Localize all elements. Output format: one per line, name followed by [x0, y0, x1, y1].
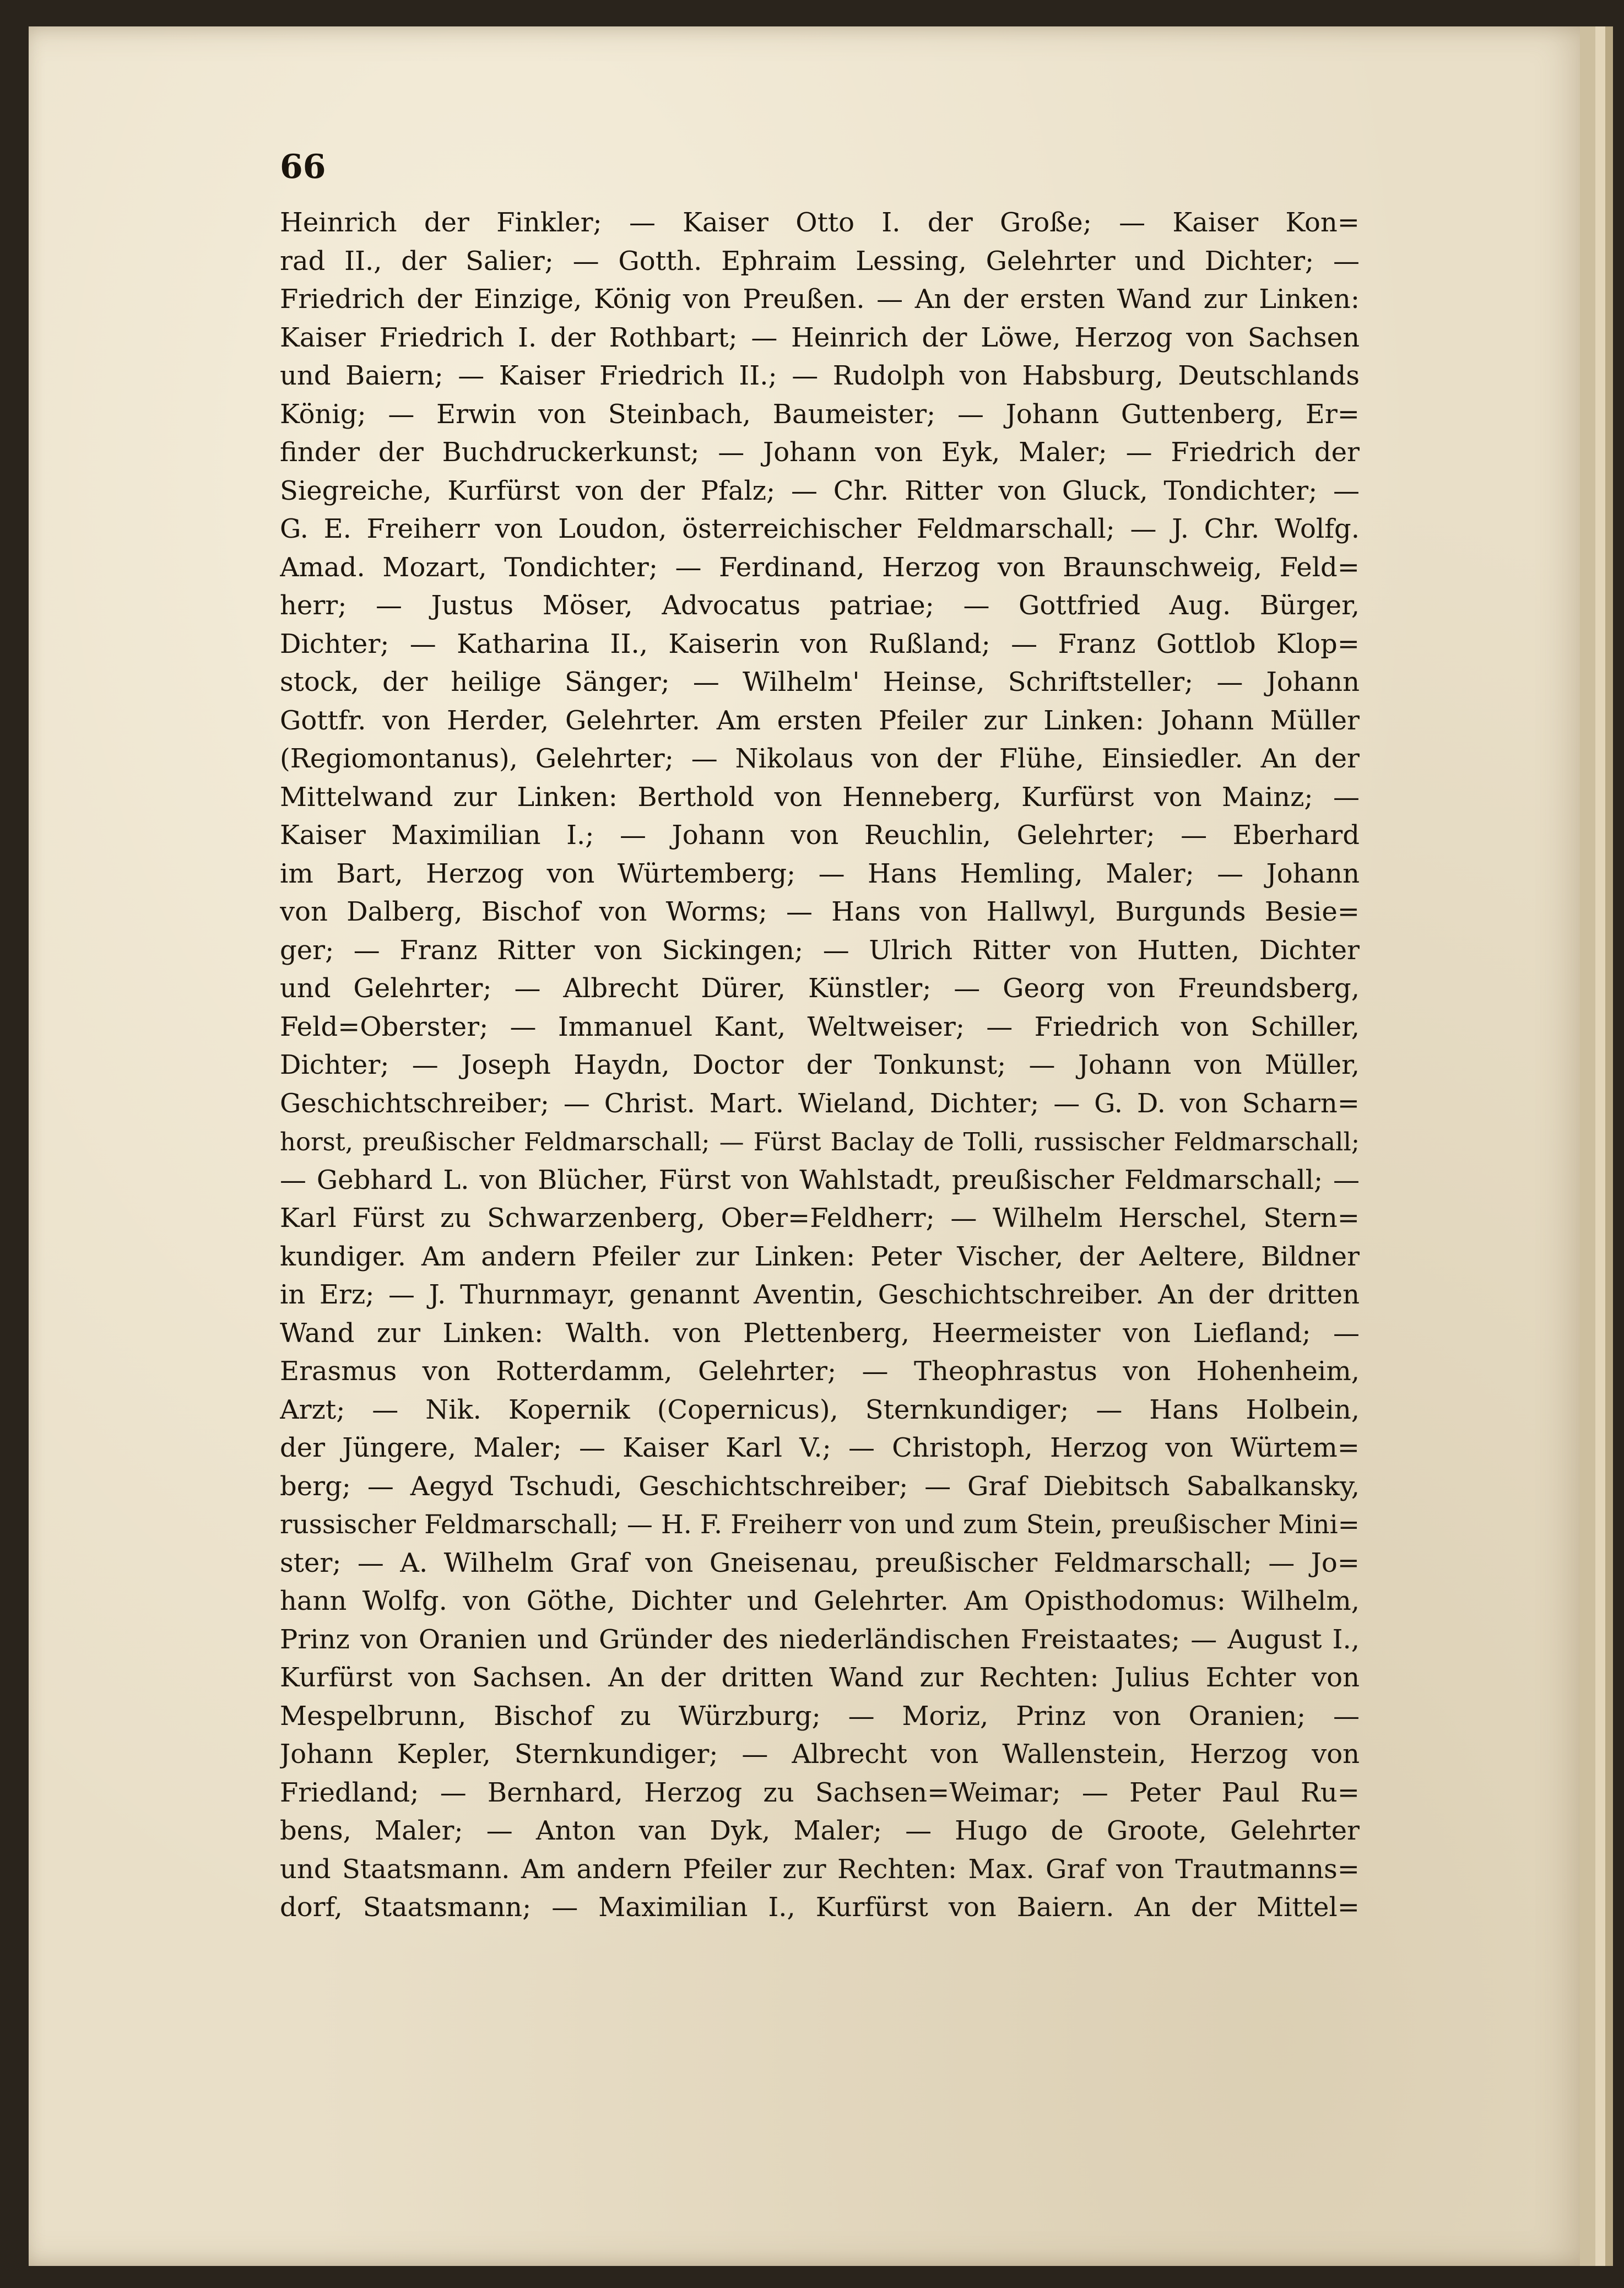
text-line: bens, Maler; — Anton van Dyk, Maler; — Hugo de Groote, Gelehrter — [280, 1815, 1360, 1846]
text-line: stock, der heilige Sänger; — Wilhelm' Heinse, Schriftsteller; — Johann — [280, 667, 1360, 697]
page-edge — [1595, 26, 1605, 2266]
text-line: und Gelehrter; — Albrecht Dürer, Künstler; — Georg von Freundsberg, — [280, 973, 1360, 1004]
text-line: der Jüngere, Maler; — Kaiser Karl V.; — Christoph, Herzog von Würtem= — [280, 1432, 1360, 1463]
text-line: — Gebhard L. von Blücher, Fürst von Wahlstadt, preußischer Feldmarschall; — — [280, 1164, 1360, 1196]
text-line: Arzt; — Nik. Kopernik (Copernicus), Sternkundiger; — Hans Holbein, — [280, 1394, 1360, 1425]
text-line: Friedland; — Bernhard, Herzog zu Sachsen=Weimar; — Peter Paul Ru= — [280, 1777, 1360, 1808]
text-line: finder der Buchdruckerkunst; — Johann von Eyk, Maler; — Friedrich der — [280, 437, 1360, 468]
text-line: im Bart, Herzog von Würtemberg; — Hans Hemling, Maler; — Johann — [280, 858, 1360, 889]
text-line: König; — Erwin von Steinbach, Baumeister; — Johann Guttenberg, Er= — [280, 398, 1360, 430]
text-line: Mittelwand zur Linken: Berthold von Henneberg, Kurfürst von Mainz; — — [280, 781, 1360, 813]
text-line: horst, preußischer Feldmarschall; — Fürst Baclay de Tolli, russischer Feldmarschall; — [280, 1127, 1360, 1156]
text-line: Kurfürst von Sachsen. An der dritten Wand zur Rechten: Julius Echter von — [280, 1662, 1360, 1693]
text-line: (Regiomontanus), Gelehrter; — Nikolaus von der Flühe, Einsiedler. An der — [280, 743, 1360, 774]
text-line: Gottfr. von Herder, Gelehrter. Am ersten Pfeiler zur Linken: Johann Müller — [280, 705, 1360, 736]
text-line: Feld=Oberster; — Immanuel Kant, Weltweiser; — Friedrich von Schiller, — [280, 1011, 1360, 1042]
text-line: kundiger. Am andern Pfeiler zur Linken: Peter Vischer, der Aeltere, Bildner — [280, 1241, 1360, 1272]
text-line: berg; — Aegyd Tschudi, Geschichtschreiber; — Graf Diebitsch Sabalkansky, — [280, 1470, 1360, 1502]
text-line: russischer Feldmarschall; — H. F. Freiherr von und zum Stein, preußischer Mini= — [280, 1510, 1360, 1540]
text-line: Amad. Mozart, Tondichter; — Ferdinand, Herzog von Braunschweig, Feld= — [280, 551, 1360, 583]
text-line: Geschichtschreiber; — Christ. Mart. Wieland, Dichter; — G. D. von Scharn= — [280, 1088, 1360, 1119]
page-number: 66 — [280, 148, 326, 186]
text-line: Heinrich der Finkler; — Kaiser Otto I. der Große; — Kaiser Kon= — [280, 207, 1360, 238]
text-line: Dichter; — Katharina II., Kaiserin von Rußland; — Franz Gottlob Klop= — [280, 628, 1360, 659]
text-line: Erasmus von Rotterdamm, Gelehrter; — Theophrastus von Hohenheim, — [280, 1356, 1360, 1387]
page-edge — [1580, 26, 1595, 2266]
text-line: Mespelbrunn, Bischof zu Würzburg; — Moriz, Prinz von Oranien; — — [280, 1700, 1360, 1732]
text-line: Prinz von Oranien und Gründer des niederländischen Freistaates; — August I., — [280, 1624, 1360, 1655]
page-edge — [1605, 26, 1613, 2266]
text-line: Friedrich der Einzige, König von Preußen. — An der ersten Wand zur Linken: — [280, 284, 1360, 315]
text-line: und Baiern; — Kaiser Friedrich II.; — Rudolph von Habsburg, Deutschlands — [280, 360, 1360, 391]
text-line: von Dalberg, Bischof von Worms; — Hans von Hallwyl, Burgunds Besie= — [280, 896, 1360, 927]
text-line: in Erz; — J. Thurnmayr, genannt Aventin, Geschichtschreiber. An der dritten — [280, 1279, 1360, 1310]
text-line: Dichter; — Joseph Haydn, Doctor der Tonkunst; — Johann von Müller, — [280, 1050, 1360, 1080]
text-line: dorf, Staatsmann; — Maximilian I., Kurfürst von Baiern. An der Mittel= — [280, 1892, 1360, 1923]
text-line: herr; — Justus Möser, Advocatus patriae; — Gottfried Aug. Bürger, — [280, 590, 1360, 621]
text-line: G. E. Freiherr von Loudon, österreichischer Feldmarschall; — J. Chr. Wolfg. — [280, 513, 1360, 544]
text-line: Johann Kepler, Sternkundiger; — Albrecht von Wallenstein, Herzog von — [280, 1739, 1360, 1770]
body-text — [280, 204, 1360, 1927]
text-line: hann Wolfg. von Göthe, Dichter und Gelehrter. Am Opisthodomus: Wilhelm, — [280, 1586, 1360, 1616]
text-line: Kaiser Friedrich I. der Rothbart; — Heinrich der Löwe, Herzog von Sachsen — [280, 322, 1360, 353]
text-line: Kaiser Maximilian I.; — Johann von Reuchlin, Gelehrter; — Eberhard — [280, 820, 1360, 851]
text-line: und Staatsmann. Am andern Pfeiler zur Rechten: Max. Graf von Trautmanns= — [280, 1853, 1360, 1885]
text-line: Siegreiche, Kurfürst von der Pfalz; — Chr. Ritter von Gluck, Tondichter; — — [280, 475, 1360, 506]
text-line: ster; — A. Wilhelm Graf von Gneisenau, preußischer Feldmarschall; — Jo= — [280, 1547, 1360, 1578]
text-line: Karl Fürst zu Schwarzenberg, Ober=Feldherr; — Wilhelm Herschel, Stern= — [280, 1203, 1360, 1234]
text-line: ger; — Franz Ritter von Sickingen; — Ulrich Ritter von Hutten, Dichter — [280, 934, 1360, 966]
text-line: rad II., der Salier; — Gotth. Ephraim Lessing, Gelehrter und Dichter; — — [280, 245, 1360, 277]
text-line: Wand zur Linken: Walth. von Plettenberg, Heermeister von Liefland; — — [280, 1317, 1360, 1349]
